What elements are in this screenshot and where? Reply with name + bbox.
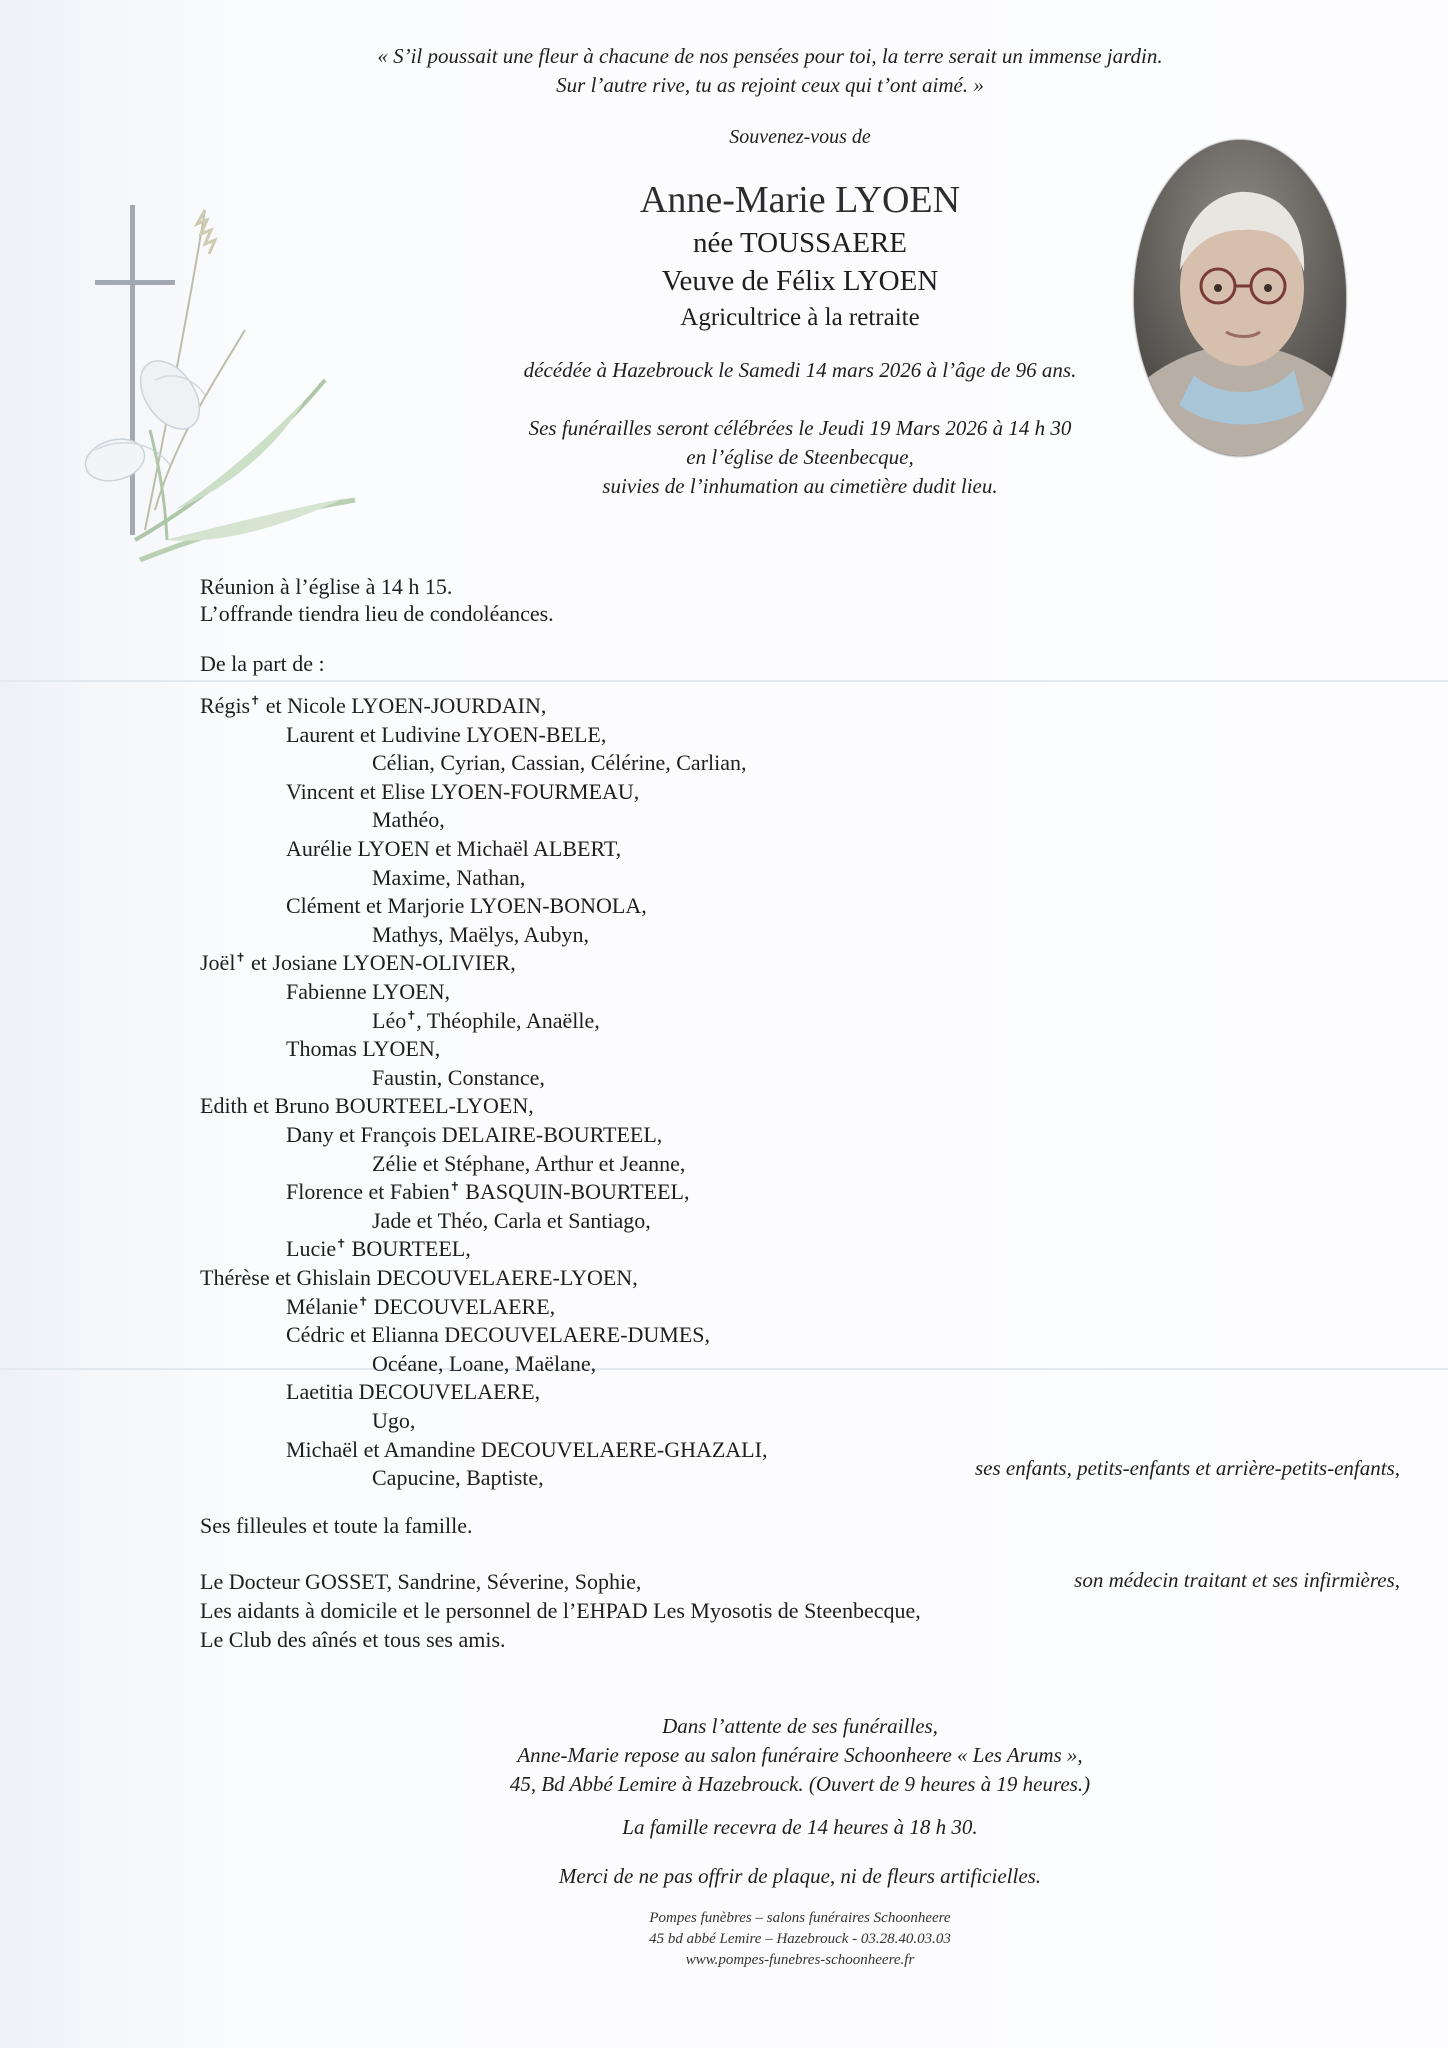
- family-member-line: [286, 1436, 767, 1464]
- family-member-line: [286, 1235, 471, 1263]
- widow-of: Veuve de Félix LYOEN: [661, 265, 939, 297]
- family-visit: La famille recevra de 14 heures à 18 h 30.: [622, 1815, 978, 1839]
- footer-line-3: www.pompes-funebres-schoonheere.fr: [685, 1952, 915, 1968]
- cross-lily-decoration: [55, 180, 375, 600]
- family-member-line: [372, 806, 445, 834]
- family-member-line: [286, 1035, 440, 1063]
- family-member-line: [286, 978, 450, 1006]
- rest-line-3: 45, Bd Abbé Lemire à Hazebrouck. (Ouvert de 9 heures à 19 heures.): [509, 1772, 1091, 1796]
- family-member-line: [372, 1150, 685, 1178]
- request-note: Merci de ne pas offrir de plaque, ni de fleurs artificielles.: [558, 1864, 1042, 1888]
- family-member-text: Océane, Loane, Maëlane,: [372, 1351, 597, 1376]
- meeting-line-2: L’offrande tiendra lieu de condoléances.: [200, 601, 554, 626]
- quote: [260, 42, 1280, 100]
- family-member-line: [372, 921, 589, 949]
- family-member-text: Vincent et Elise LYOEN-FOURMEAU,: [286, 779, 640, 804]
- footer-line-2: 45 bd abbé Lemire – Hazebrouck - 03.28.40.03.03: [649, 1931, 951, 1947]
- remember-intro: Souvenez-vous de: [729, 126, 871, 148]
- family-member-text: Cédric et Elianna DECOUVELAERE-DUMES,: [286, 1322, 711, 1347]
- family-member-line: [286, 1321, 710, 1349]
- family-member-text: Léo: [372, 1008, 407, 1033]
- family-member-text: Edith et Bruno BOURTEEL-LYOEN,: [200, 1093, 534, 1118]
- deceased-cross-icon: ✝: [250, 693, 261, 708]
- quote-line-2: Sur l’autre rive, tu as rejoint ceux qui t’ont aimé. »: [556, 73, 984, 97]
- godchildren: Ses filleules et toute la famille.: [200, 1513, 473, 1538]
- family-member-text: Ugo,: [372, 1408, 416, 1433]
- deceased-name: Anne-Marie LYOEN: [639, 179, 961, 221]
- family-member-text: Joël: [200, 950, 236, 975]
- portrait-photo: [1134, 140, 1346, 456]
- family-role: ses enfants, petits-enfants et arrière-petits-enfants,: [975, 1456, 1400, 1480]
- fold-line: [0, 1368, 1448, 1370]
- family-member-line: [372, 1407, 415, 1435]
- family-member-line: [372, 1064, 545, 1092]
- deceased-cross-icon: ✝: [235, 950, 246, 965]
- birth-name: née TOUSSAERE: [692, 227, 908, 259]
- family-member-text: Thomas LYOEN,: [286, 1036, 441, 1061]
- care-line-1: Le Docteur GOSSET, Sandrine, Séverine, Sophie,: [200, 1569, 642, 1594]
- family-member-text: Jade et Théo, Carla et Santiago,: [372, 1208, 651, 1233]
- family-member-line: [286, 1178, 689, 1206]
- family-member-line: [286, 778, 639, 806]
- family-member-line: [372, 749, 747, 777]
- family-member-line: [200, 1092, 534, 1120]
- funeral-line-1: Ses funérailles seront célébrées le Jeudi 19 Mars 2026 à 14 h 30: [528, 416, 1072, 440]
- deceased-cross-icon: ✝: [449, 1179, 460, 1194]
- family-member-line: [286, 1121, 662, 1149]
- from-label: De la part de :: [200, 651, 325, 676]
- family-member-text: , Théophile, Anaëlle,: [416, 1008, 600, 1033]
- funeral-line-3: suivies de l’inhumation au cimetière dudit lieu.: [602, 474, 998, 498]
- family-member-line: [286, 892, 647, 920]
- family-member-text: Dany et François DELAIRE-BOURTEEL,: [286, 1122, 663, 1147]
- care-role: son médecin traitant et ses infirmières,: [1074, 1568, 1400, 1592]
- family-member-line: [286, 721, 606, 749]
- family-member-text: Capucine, Baptiste,: [372, 1465, 544, 1490]
- family-member-text: BASQUIN-BOURTEEL,: [459, 1179, 690, 1204]
- meeting-line-1: Réunion à l’église à 14 h 15.: [200, 574, 453, 599]
- family-member-text: Zélie et Stéphane, Arthur et Jeanne,: [372, 1151, 686, 1176]
- family-member-text: Régis: [200, 693, 251, 718]
- family-member-text: Lucie: [286, 1236, 337, 1261]
- family-member-text: BOURTEEL,: [346, 1236, 471, 1261]
- family-member-text: Thérèse et Ghislain DECOUVELAERE-LYOEN,: [200, 1265, 638, 1290]
- care-line-2: Les aidants à domicile et le personnel de l’EHPAD Les Myosotis de Steenbecque,: [200, 1598, 921, 1623]
- family-member-text: Michaël et Amandine DECOUVELAERE-GHAZALI,: [286, 1437, 768, 1462]
- family-member-line: [372, 1464, 544, 1492]
- death-notice: décédée à Hazebrouck le Samedi 14 mars 2026 à l’âge de 96 ans.: [523, 358, 1077, 382]
- family-member-line: [200, 692, 546, 720]
- family-member-text: DECOUVELAERE,: [368, 1294, 556, 1319]
- funeral-home-footer: [500, 1908, 1100, 1971]
- family-member-line: [200, 1264, 638, 1292]
- family-member-text: Florence et Fabien: [286, 1179, 450, 1204]
- family-member-line: [286, 1293, 555, 1321]
- family-member-text: Mathys, Maëlys, Aubyn,: [372, 922, 589, 947]
- footer-line-1: Pompes funèbres – salons funéraires Schoonheere: [649, 1910, 951, 1926]
- family-member-text: Célian, Cyrian, Cassian, Célérine, Carlian,: [372, 750, 747, 775]
- fold-line: [0, 680, 1448, 682]
- rest-line-1: Dans l’attente de ses funérailles,: [662, 1714, 938, 1738]
- family-member-text: Mélanie: [286, 1294, 359, 1319]
- funeral-line-2: en l’église de Steenbecque,: [686, 445, 914, 469]
- deceased-cross-icon: ✝: [406, 1008, 417, 1023]
- family-member-line: [200, 949, 516, 977]
- family-member-line: [372, 1007, 600, 1035]
- rest-notice: [360, 1712, 1240, 1799]
- family-member-text: Aurélie LYOEN et Michaël ALBERT,: [286, 836, 622, 861]
- deceased-cross-icon: ✝: [358, 1294, 369, 1309]
- family-member-text: Clément et Marjorie LYOEN-BONOLA,: [286, 893, 647, 918]
- family-member-text: Laurent et Ludivine LYOEN-BELE,: [286, 722, 607, 747]
- family-member-text: Maxime, Nathan,: [372, 865, 526, 890]
- occupation: Agricultrice à la retraite: [680, 304, 920, 331]
- family-member-line: [286, 1378, 540, 1406]
- family-member-text: et Josiane LYOEN-OLIVIER,: [245, 950, 516, 975]
- rest-line-2: Anne-Marie repose au salon funéraire Schoonheere « Les Arums »,: [517, 1743, 1083, 1767]
- family-member-text: Mathéo,: [372, 807, 445, 832]
- care-line-3: Le Club des aînés et tous ses amis.: [200, 1627, 506, 1652]
- family-member-line: [372, 1207, 651, 1235]
- quote-line-1: « S’il poussait une fleur à chacune de nos pensées pour toi, la terre serait un immense jardin.: [377, 44, 1163, 68]
- family-member-text: Faustin, Constance,: [372, 1065, 545, 1090]
- family-member-line: [372, 864, 525, 892]
- funeral-details: [420, 414, 1180, 501]
- family-member-line: [286, 835, 621, 863]
- family-member-text: Laetitia DECOUVELAERE,: [286, 1379, 541, 1404]
- deceased-cross-icon: ✝: [336, 1236, 347, 1251]
- family-member-text: Fabienne LYOEN,: [286, 979, 450, 1004]
- family-member-line: [372, 1350, 596, 1378]
- family-member-text: et Nicole LYOEN-JOURDAIN,: [260, 693, 547, 718]
